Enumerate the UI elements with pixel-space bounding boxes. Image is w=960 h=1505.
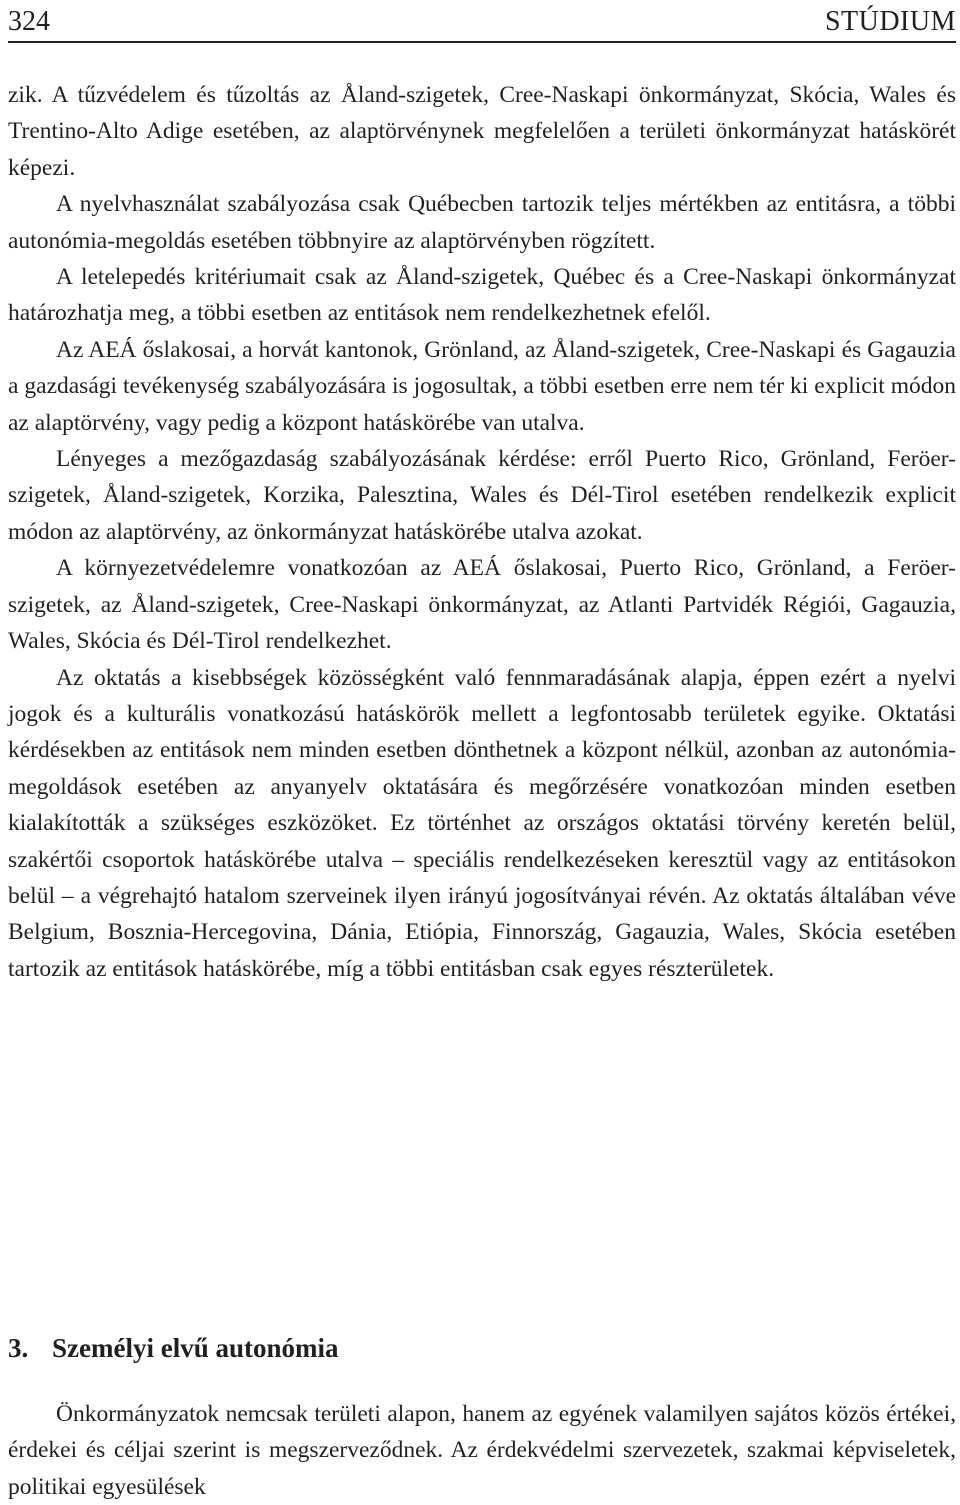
page-number: 324 <box>8 6 50 37</box>
paragraph: Az AEÁ őslakosai, a horvát kantonok, Grönland, az Åland-szigetek, Cree-Naskapi és Gagauzia a gazdasági tevékenység szabályozására is jogosultak, a többi esetben erre nem tér ki explicit módon az alaptörvény, vagy pedig a központ hatáskörébe van utalva. <box>8 336 956 436</box>
section-number: 3. <box>8 1333 29 1363</box>
paragraph: A nyelvhasználat szabályozása csak Québecben tartozik teljes mértékben az entitásra, a többi autonómia-megoldás esetében többnyire az alaptörvényben rögzített. <box>8 191 956 254</box>
header-rule <box>8 41 956 43</box>
paragraph: Lényeges a mezőgazdaság szabályozásának kérdése: erről Puerto Rico, Grönland, Feröer-szigetek, Åland-szigetek, Korzika, Palesztina, Wales és Dél-Tirol esetében rendelkezik explicit módon az alaptörvény, az önkormányzat hatáskörébe utalva azokat. <box>8 446 956 545</box>
section-body-text <box>8 1396 956 1505</box>
section-title: Személyi elvű autonómia <box>52 1333 339 1363</box>
paragraph: Az oktatás a kisebbségek közösségként való fennmaradásának alapja, éppen ezért a nyelvi jogok és a kulturális vonatkozású hatáskörök mellett a legfontosabb területek egyike. Oktatási kérdésekben az entitások nem minden esetben dönthetnek a központ nélkül, azonban az autonómia-megoldások esetében az anyanyelv oktatására és megőrzésére vonatkozóan minden esetben kialakították a szükséges eszközöket. Ez történhet az országos oktatási törvény keretén belül, szakértői csoportok hatáskörébe utalva – speciális rendelkezéseken keresztül vagy az entitásokon belül – a végrehajtó hatalom szerveinek ilyen irányú jogosítványai révén. Az oktatás általában véve Belgium, Bosznia-Hercegovina, Dánia, Etiópia, Finnország, Gagauzia, Wales, Skócia esetében tartozik az entitások hatáskörébe, míg a többi entitásban csak egyes részterületek. <box>8 664 956 982</box>
page-header <box>8 2 956 42</box>
running-title: STÚDIUM <box>824 6 956 37</box>
paragraph: A letelepedés kritériumait csak az Åland-szigetek, Québec és a Cree-Naskapi önkormányzat határozhatja meg, a többi esetben az entitások nem rendelkezhetnek efelől. <box>8 264 956 327</box>
section-heading <box>8 1330 956 1366</box>
paragraph-continued: zik. A tűzvédelem és tűzoltás az Åland-szigetek, Cree-Naskapi önkormányzat, Skócia, Wales és Trentino-Alto Adige esetében, az alaptörvénynek megfelelően a területi önkormányzat hatáskörét képezi. <box>8 82 956 181</box>
body-text <box>8 77 956 987</box>
paragraph: A környezetvédelemre vonatkozóan az AEÁ őslakosai, Puerto Rico, Grönland, a Feröer-szigetek, az Åland-szigetek, Cree-Naskapi önkormányzat, az Atlanti Partvidék Régiói, Gagauzia, Wales, Skócia és Dél-Tirol rendelkezhet. <box>8 555 956 655</box>
paragraph: Önkormányzatok nemcsak területi alapon, hanem az egyének valamilyen sajátos közös értékei, érdekei és céljai szerint is megszerveződnek. Az érdekvédelmi szervezetek, szakmai képviseletek, politikai egyesülések <box>8 1401 956 1500</box>
